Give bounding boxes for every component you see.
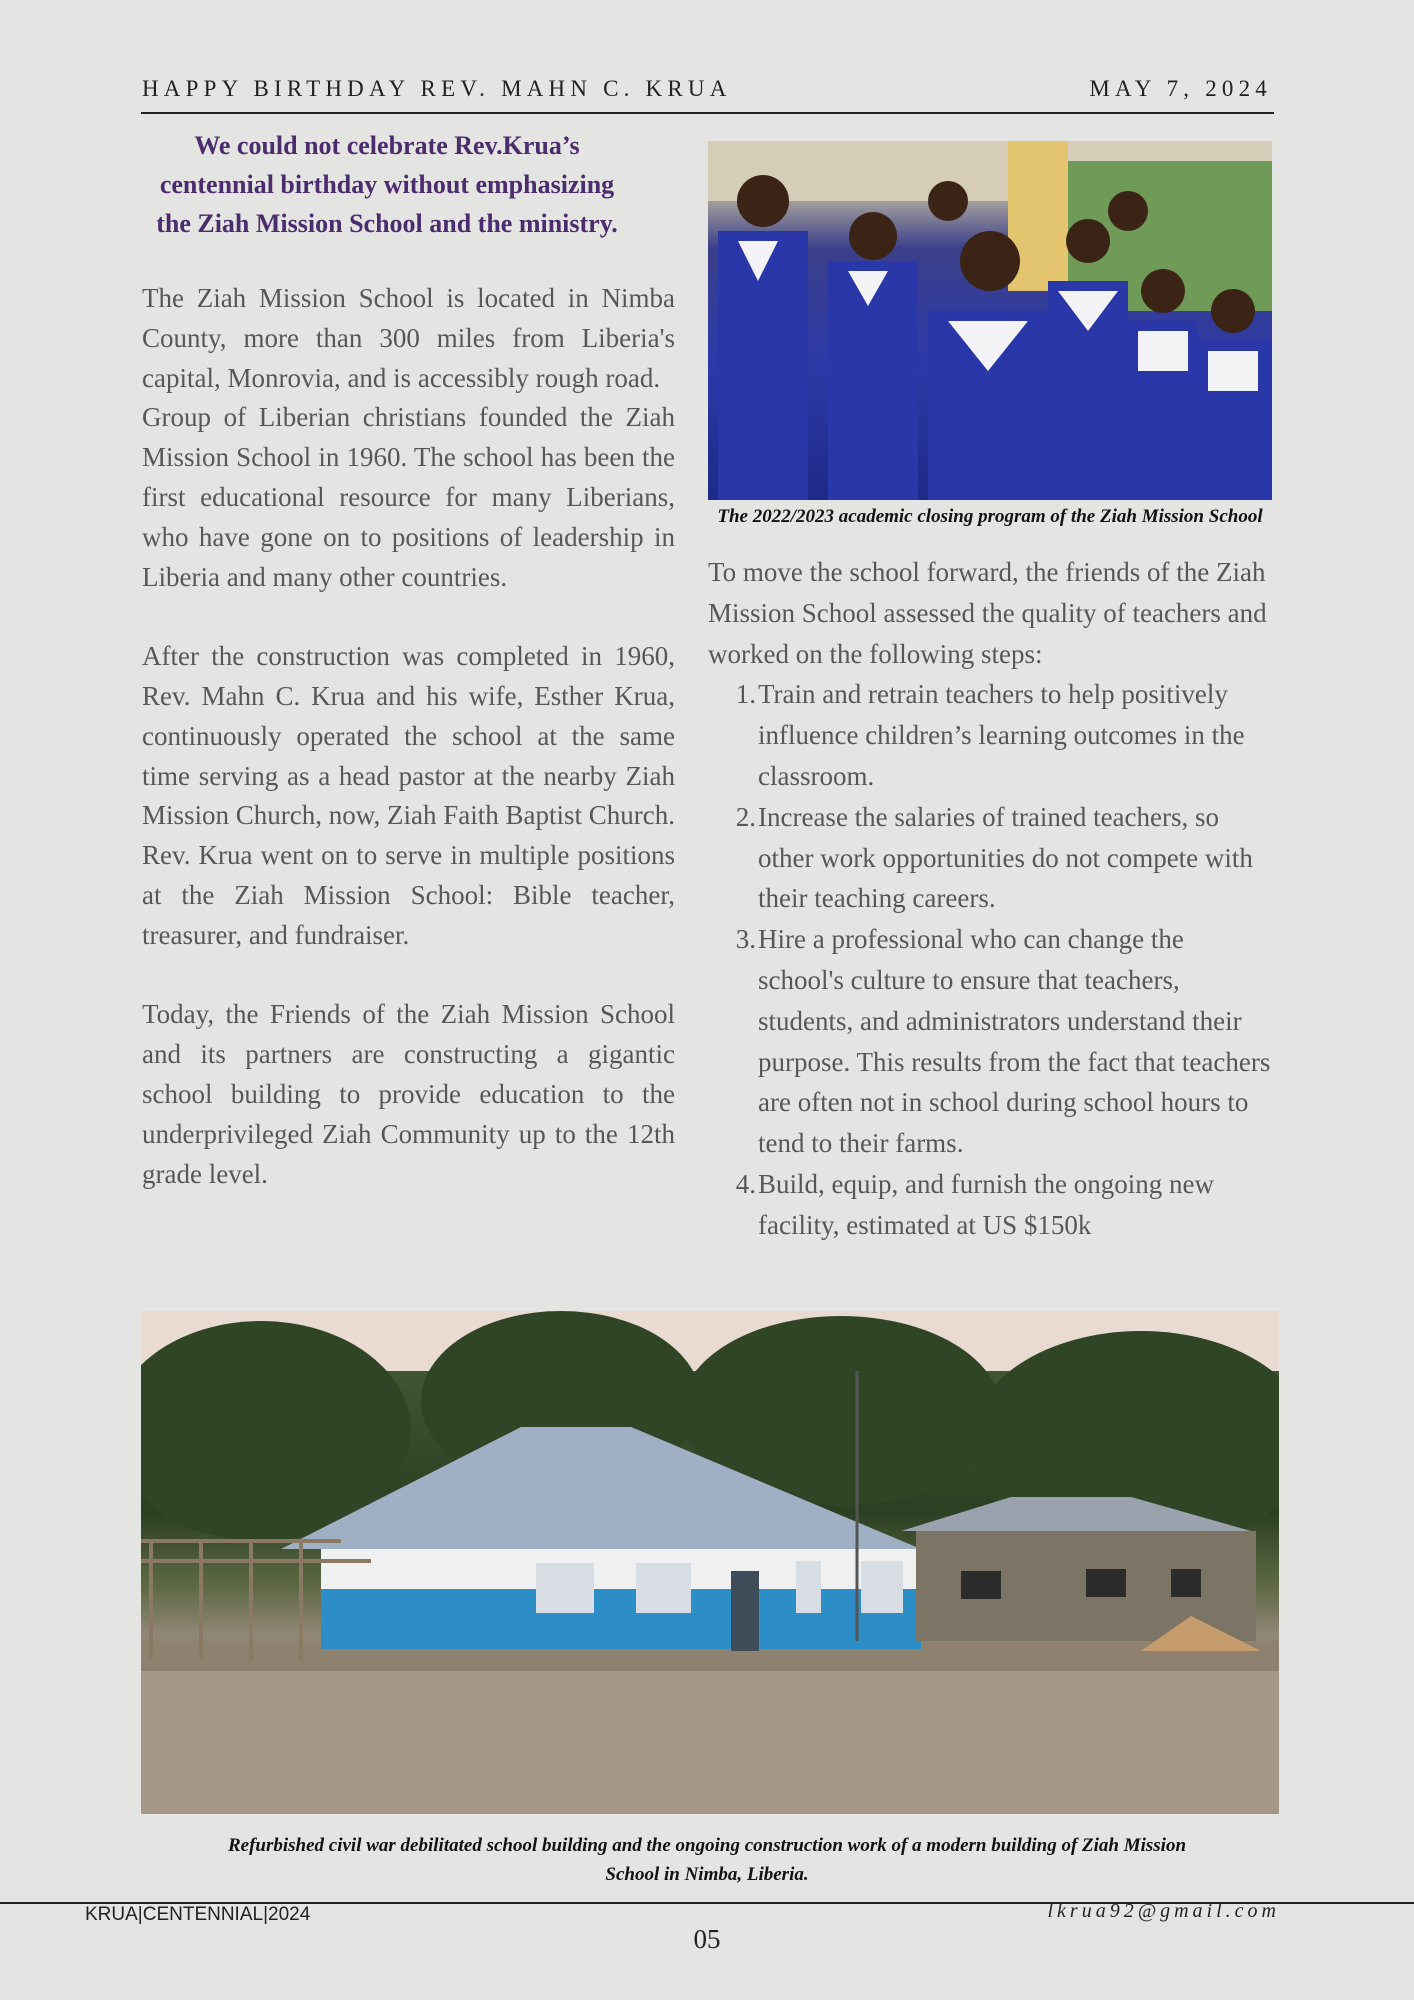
list-item: [708, 919, 1274, 1164]
steps-intro: To move the school forward, the friends of the Ziah Mission School assessed the quality of teachers and worked on the following steps:: [708, 557, 1267, 669]
step-text: Hire a professional who can change the school's culture to ensure that teachers, students, and administrators understand their purpose. This results from the fact that teachers are often not in school during school hours to tend to their farms.: [758, 924, 1271, 1159]
step-text: Train and retrain teachers to help positively influence children’s learning outcomes in the classroom.: [758, 679, 1245, 791]
paragraph-location: The Ziah Mission School is located in Nimba County, more than 300 miles from Liberia's capital, Monrovia, and is accessibly rough road.: [142, 283, 675, 393]
students-photo-illustration: [708, 141, 1272, 500]
step-text: Increase the salaries of trained teachers, so other work opportunities do not compete with their teaching careers.: [758, 801, 1253, 914]
list-item: [708, 674, 1274, 796]
header-divider: [141, 112, 1274, 114]
header-date: MAY 7, 2024: [1089, 76, 1272, 101]
steps-list: [708, 674, 1274, 1245]
paragraph-founding: Group of Liberian christians founded the Ziah Mission School in 1960. The school has been the first educational resource for many Liberians, who have gone on to positions of leadership in Liberia and many other countries.: [142, 402, 675, 592]
page-number: 05: [693, 1924, 721, 1954]
section-subheading: We could not celebrate Rev.Krua’s centennial birthday without emphasizing the Ziah Mission School and the ministry.: [156, 131, 618, 238]
footer-email: lkrua92@gmail.com: [1047, 1900, 1280, 1922]
school-building-illustration: [141, 1311, 1279, 1814]
list-item: [708, 797, 1274, 919]
step-text: Build, equip, and furnish the ongoing new facility, estimated at US $150k: [758, 1168, 1214, 1240]
step-number: 2.: [735, 801, 756, 832]
right-column: [708, 552, 1274, 1246]
list-item: [708, 1164, 1274, 1246]
students-photo: [708, 141, 1272, 500]
step-number: 1.: [735, 679, 756, 710]
step-number: 3.: [735, 924, 756, 955]
header-title: HAPPY BIRTHDAY REV. MAHN C. KRUA: [142, 76, 732, 101]
footer-publication: KRUA|CENTENNIAL|2024: [85, 1904, 311, 1925]
school-building-photo: [141, 1311, 1279, 1814]
paragraph-today: Today, the Friends of the Ziah Mission School and its partners are constructing a gigantic school building to provide education to the underprivileged Ziah Community up to the 12th grade level.: [142, 999, 675, 1189]
left-column: [142, 279, 675, 1194]
school-building-caption: Refurbished civil war debilitated school building and the ongoing construction work of a modern building of Ziah Mission School in Nimba, Liberia.: [227, 1835, 1187, 1885]
step-number: 4.: [735, 1168, 756, 1199]
students-photo-caption: The 2022/2023 academic closing program of the Ziah Mission School: [717, 506, 1263, 527]
paragraph-history: After the construction was completed in 1960, Rev. Mahn C. Krua and his wife, Esther Krua, continuously operated the school at the same time serving as a head pastor at the nearby Ziah Mission Church, now, Ziah Faith Baptist Church. Rev. Krua went on to serve in multiple positions at the Ziah Mission School: Bible teacher, treasurer, and fundraiser.: [142, 641, 675, 950]
